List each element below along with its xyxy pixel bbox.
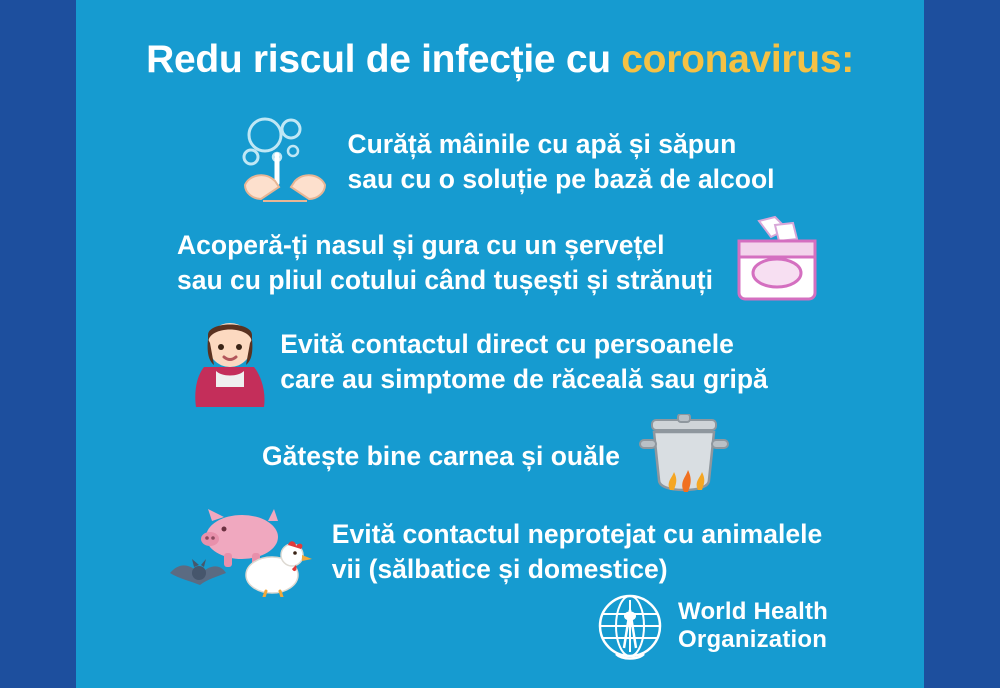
who-name-line-1: World Health <box>678 598 828 626</box>
tip-text <box>280 327 768 397</box>
tip-line-1: Evită contactul neprotejat cu animalele <box>331 519 823 550</box>
tips-list <box>76 110 924 604</box>
animals-icon <box>168 507 328 597</box>
title-highlight: coronavirus: <box>621 38 854 81</box>
list-item <box>76 412 924 500</box>
list-item <box>76 312 924 412</box>
who-logo <box>594 590 828 662</box>
tip-line-1: Evită contactul direct cu persoanele <box>280 329 734 360</box>
tip-line-1: Gătește bine carnea și ouăle <box>262 440 620 471</box>
tip-line-1: Curăță mâinile cu apă și săpun <box>347 129 737 160</box>
poster-inner <box>76 0 924 688</box>
list-item <box>76 500 924 604</box>
list-item <box>76 214 924 312</box>
tip-text <box>347 127 774 197</box>
who-name <box>678 598 828 654</box>
list-item <box>76 110 924 214</box>
who-emblem-icon <box>594 590 666 662</box>
tip-line-1: Acoperă-ți nasul și gura cu un șervețel <box>177 230 665 261</box>
tip-line-2: vii (sălbatice și domestice) <box>331 554 668 584</box>
tissue-box-icon <box>723 215 823 311</box>
right-band <box>924 0 1000 688</box>
tip-line-2: sau cu pliul cotului când tușești și strănuți <box>177 265 713 295</box>
handwashing-icon <box>231 113 341 211</box>
sick-person-icon <box>188 315 272 409</box>
tip-text <box>262 439 620 474</box>
cooking-pot-icon <box>630 414 738 498</box>
who-name-line-2: Organization <box>678 626 828 653</box>
tip-line-2: sau cu o soluție pe bază de alcool <box>347 164 775 194</box>
left-band <box>0 0 76 688</box>
title-main: Redu riscul de infecție cu <box>146 38 622 81</box>
page-title <box>76 38 924 82</box>
tip-line-2: care au simptome de răceală sau gripă <box>280 364 768 394</box>
tip-text <box>332 517 822 587</box>
tip-text <box>177 228 713 298</box>
